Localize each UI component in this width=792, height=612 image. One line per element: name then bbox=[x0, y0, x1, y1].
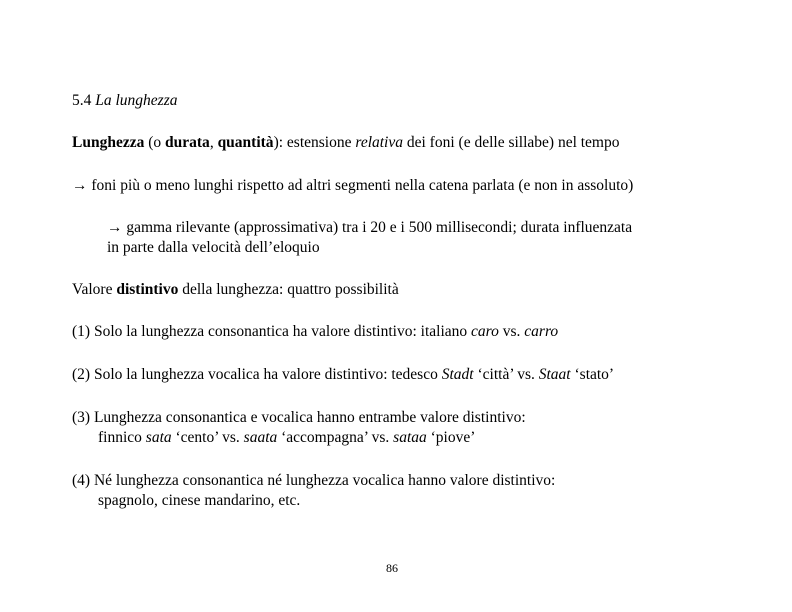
valore-post: della lunghezza: quattro possibilità bbox=[178, 281, 399, 298]
def-relativa: relativa bbox=[355, 134, 403, 151]
term-quantita: quantità bbox=[217, 134, 274, 151]
list-item-3-line2 bbox=[98, 428, 475, 448]
list-item-1 bbox=[72, 322, 558, 342]
def-text-1: (o bbox=[144, 134, 166, 151]
def-text-2: , bbox=[209, 134, 218, 151]
page-number: 86 bbox=[386, 561, 398, 575]
item2-gloss2: ‘stato’ bbox=[570, 366, 615, 383]
arrow-point-2-line2: in parte dalla velocità dell’eloquio bbox=[107, 239, 320, 256]
item1-word2: carro bbox=[524, 323, 559, 340]
item3-pre: finnico bbox=[98, 429, 146, 446]
arrow-point-1: → foni più o meno lunghi rispetto ad altri segmenti nella catena parlata (e non in assoluto) bbox=[72, 177, 634, 194]
item3-gloss3: ‘piove’ bbox=[426, 429, 476, 446]
item1-vs: vs. bbox=[498, 323, 525, 340]
item3-gloss2: ‘accompagna’ vs. bbox=[277, 429, 394, 446]
item1-word1: caro bbox=[471, 323, 499, 340]
valore-line bbox=[72, 280, 399, 300]
term-durata: durata bbox=[165, 134, 210, 151]
item3-gloss1: ‘cento’ vs. bbox=[171, 429, 244, 446]
list-item-2 bbox=[72, 365, 614, 385]
valore-bold: distintivo bbox=[116, 281, 179, 298]
item2-word1: Stadt bbox=[441, 366, 474, 383]
arrow-point-2-line1: → gamma rilevante (approssimativa) tra i 20 e i 500 millisecondi; durata influenzata bbox=[107, 219, 633, 236]
def-text-3: ): estensione bbox=[273, 134, 356, 151]
list-item-3-line1: (3) Lunghezza consonantica e vocalica hanno entrambe valore distintivo: bbox=[72, 409, 526, 426]
section-number: 5.4 bbox=[72, 92, 92, 109]
section-heading bbox=[72, 91, 178, 111]
section-title: La lunghezza bbox=[95, 92, 178, 109]
item3-word1: sata bbox=[145, 429, 172, 446]
item3-word3: sataa bbox=[393, 429, 427, 446]
term-lunghezza: Lunghezza bbox=[72, 134, 145, 151]
list-item-4-line2: spagnolo, cinese mandarino, etc. bbox=[98, 492, 301, 509]
def-text-4: dei foni (e delle sillabe) nel tempo bbox=[403, 134, 620, 151]
item2-gloss1: ‘città’ vs. bbox=[473, 366, 539, 383]
definition-line bbox=[72, 133, 620, 153]
item3-word2: saata bbox=[243, 429, 278, 446]
item2-word2: Staat bbox=[538, 366, 571, 383]
item2-text: (2) Solo la lunghezza vocalica ha valore distintivo: tedesco bbox=[72, 366, 442, 383]
valore-pre: Valore bbox=[72, 281, 117, 298]
list-item-4-line1: (4) Né lunghezza consonantica né lunghezza vocalica hanno valore distintivo: bbox=[72, 472, 556, 489]
item1-text: (1) Solo la lunghezza consonantica ha valore distintivo: italiano bbox=[72, 323, 472, 340]
